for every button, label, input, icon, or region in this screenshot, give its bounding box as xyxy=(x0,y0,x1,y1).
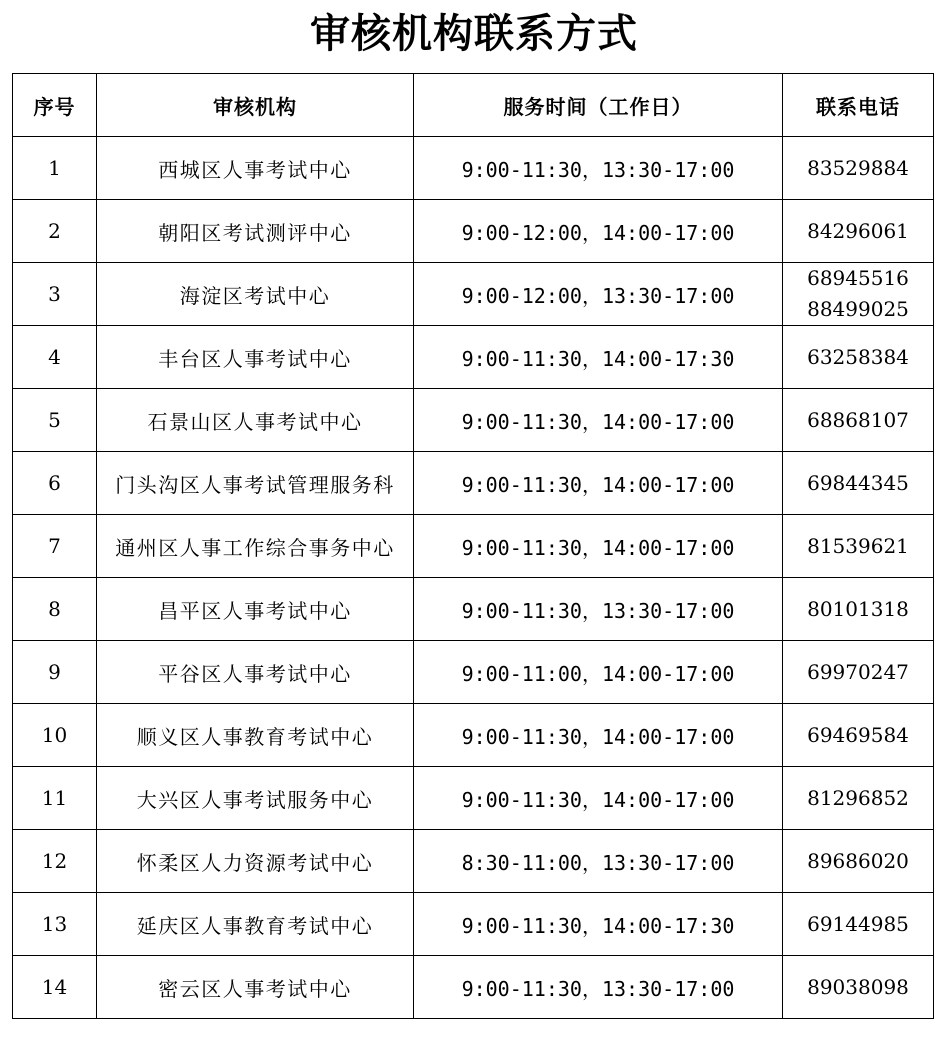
table-row xyxy=(13,830,934,893)
cell-seq: 9 xyxy=(13,641,97,704)
cell-seq: 6 xyxy=(13,452,97,515)
cell-phone xyxy=(783,893,934,956)
cell-phone xyxy=(783,200,934,263)
cell-org: 朝阳区考试测评中心 xyxy=(97,200,414,263)
cell-org: 大兴区人事考试服务中心 xyxy=(97,767,414,830)
table-row xyxy=(13,641,934,704)
cell-org: 门头沟区人事考试管理服务科 xyxy=(97,452,414,515)
phone-number: 83529884 xyxy=(807,155,909,180)
cell-hours: 9:00-11:30，13:30-17:00 xyxy=(414,137,783,200)
cell-hours: 9:00-12:00，14:00-17:00 xyxy=(414,200,783,263)
cell-seq: 13 xyxy=(13,893,97,956)
phone-number: 89686020 xyxy=(807,848,909,873)
phone-number: 69469584 xyxy=(807,722,909,747)
header-phone: 联系电话 xyxy=(783,74,934,137)
cell-hours: 9:00-11:30，14:00-17:00 xyxy=(414,767,783,830)
cell-seq: 4 xyxy=(13,326,97,389)
table-row xyxy=(13,137,934,200)
cell-seq: 2 xyxy=(13,200,97,263)
cell-phone xyxy=(783,704,934,767)
cell-seq: 5 xyxy=(13,389,97,452)
cell-hours: 8:30-11:00，13:30-17:00 xyxy=(414,830,783,893)
cell-hours: 9:00-11:30，14:00-17:00 xyxy=(414,452,783,515)
phone-number: 69144985 xyxy=(807,911,909,936)
table-row xyxy=(13,200,934,263)
phone-number: 69970247 xyxy=(807,659,909,684)
cell-seq: 12 xyxy=(13,830,97,893)
cell-hours: 9:00-11:30，13:30-17:00 xyxy=(414,578,783,641)
header-org: 审核机构 xyxy=(97,74,414,137)
cell-hours: 9:00-11:30，14:00-17:00 xyxy=(414,515,783,578)
cell-seq: 3 xyxy=(13,263,97,326)
cell-phone xyxy=(783,767,934,830)
phone-number: 80101318 xyxy=(807,596,909,621)
phone-number: 81296852 xyxy=(807,785,909,810)
table-header-row xyxy=(13,74,934,137)
cell-hours: 9:00-11:30，13:30-17:00 xyxy=(414,956,783,1019)
table-row xyxy=(13,767,934,830)
cell-seq: 7 xyxy=(13,515,97,578)
header-seq: 序号 xyxy=(13,74,97,137)
cell-phone xyxy=(783,956,934,1019)
cell-seq: 11 xyxy=(13,767,97,830)
cell-phone xyxy=(783,830,934,893)
table-row xyxy=(13,389,934,452)
cell-phone xyxy=(783,641,934,704)
table-row xyxy=(13,956,934,1019)
cell-phone xyxy=(783,263,934,326)
cell-seq: 8 xyxy=(13,578,97,641)
cell-org: 延庆区人事教育考试中心 xyxy=(97,893,414,956)
phone-number: 89038098 xyxy=(807,974,909,999)
cell-hours: 9:00-12:00，13:30-17:00 xyxy=(414,263,783,326)
cell-hours: 9:00-11:30，14:00-17:00 xyxy=(414,389,783,452)
contact-table xyxy=(12,73,934,1019)
cell-org: 昌平区人事考试中心 xyxy=(97,578,414,641)
table-row xyxy=(13,704,934,767)
cell-seq: 10 xyxy=(13,704,97,767)
table-row xyxy=(13,263,934,326)
cell-org: 密云区人事考试中心 xyxy=(97,956,414,1019)
phone-number: 81539621 xyxy=(807,533,909,558)
cell-org: 怀柔区人力资源考试中心 xyxy=(97,830,414,893)
phone-number: 63258384 xyxy=(807,344,909,369)
cell-org: 海淀区考试中心 xyxy=(97,263,414,326)
header-hours: 服务时间（工作日） xyxy=(414,74,783,137)
table-row xyxy=(13,452,934,515)
table-row xyxy=(13,515,934,578)
page-title: 审核机构联系方式 xyxy=(310,10,638,57)
cell-phone xyxy=(783,389,934,452)
table-row xyxy=(13,578,934,641)
cell-phone xyxy=(783,137,934,200)
cell-seq: 1 xyxy=(13,137,97,200)
cell-org: 石景山区人事考试中心 xyxy=(97,389,414,452)
phone-number: 68945516 xyxy=(807,266,909,290)
cell-phone xyxy=(783,578,934,641)
cell-org: 顺义区人事教育考试中心 xyxy=(97,704,414,767)
cell-org: 平谷区人事考试中心 xyxy=(97,641,414,704)
cell-phone xyxy=(783,515,934,578)
table-row xyxy=(13,893,934,956)
cell-hours: 9:00-11:30，14:00-17:00 xyxy=(414,704,783,767)
phone-number: 69844345 xyxy=(807,470,909,495)
cell-org: 通州区人事工作综合事务中心 xyxy=(97,515,414,578)
cell-hours: 9:00-11:30，14:00-17:30 xyxy=(414,326,783,389)
table-row xyxy=(13,326,934,389)
phone-number: 84296061 xyxy=(807,218,909,243)
cell-hours: 9:00-11:30，14:00-17:30 xyxy=(414,893,783,956)
cell-org: 西城区人事考试中心 xyxy=(97,137,414,200)
table-body xyxy=(13,137,934,1019)
cell-phone xyxy=(783,452,934,515)
cell-org: 丰台区人事考试中心 xyxy=(97,326,414,389)
cell-seq: 14 xyxy=(13,956,97,1019)
cell-phone xyxy=(783,326,934,389)
phone-number: 68868107 xyxy=(807,407,909,432)
phone-number: 88499025 xyxy=(807,297,909,321)
cell-hours: 9:00-11:00，14:00-17:00 xyxy=(414,641,783,704)
